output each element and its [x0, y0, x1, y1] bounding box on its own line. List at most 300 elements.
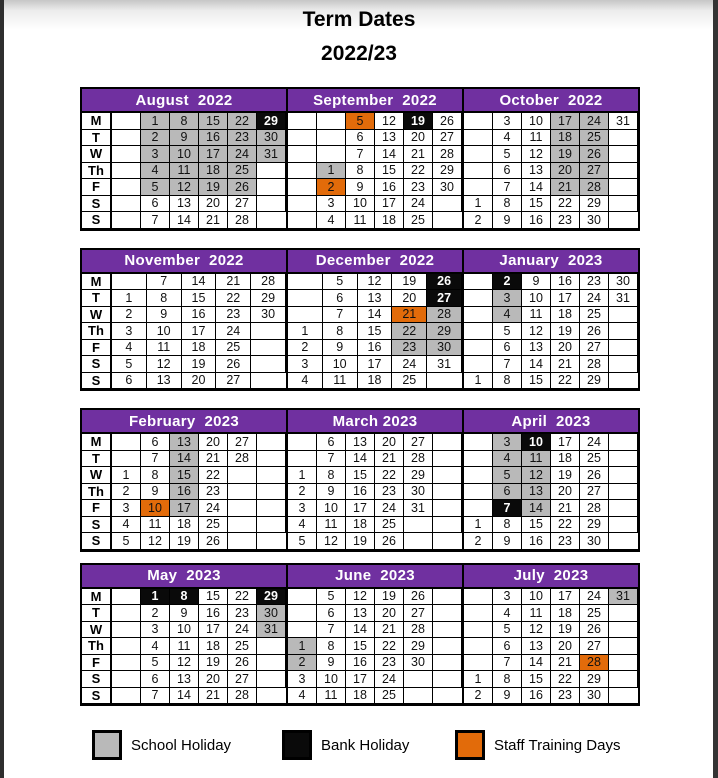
date-cell: 27 [580, 163, 609, 180]
date-cell: 12 [170, 179, 199, 196]
date-cell: 18 [358, 373, 393, 390]
date-cell: 10 [323, 356, 358, 373]
date-cell: 21 [551, 655, 580, 672]
date-cell [251, 356, 286, 373]
date-cell: 23 [551, 688, 580, 705]
date-cell: 22 [551, 373, 580, 390]
month-block [286, 410, 462, 550]
date-cell [112, 196, 141, 213]
date-cell [257, 517, 286, 534]
legend-item-school-holiday [92, 730, 282, 760]
date-cell: 19 [551, 323, 580, 340]
date-cell: 8 [317, 638, 346, 655]
date-cell [609, 179, 638, 196]
day-label: M [82, 113, 112, 130]
date-cell: 13 [522, 340, 551, 357]
date-cell: 25 [216, 340, 251, 357]
date-cell: 27 [580, 340, 609, 357]
month-grid [464, 113, 638, 229]
date-cell: 16 [346, 484, 375, 501]
date-cell [288, 307, 323, 324]
date-cell: 29 [580, 517, 609, 534]
date-cell: 9 [170, 130, 199, 147]
date-cell [257, 655, 286, 672]
date-cell [112, 671, 141, 688]
date-cell: 6 [493, 163, 522, 180]
date-cell: 26 [427, 274, 462, 291]
date-cell: 20 [199, 671, 228, 688]
date-cell: 3 [141, 146, 170, 163]
date-cell: 6 [141, 196, 170, 213]
date-cell: 11 [522, 605, 551, 622]
date-cell: 5 [493, 622, 522, 639]
month-header: July 2023 [464, 565, 638, 589]
month-grid [82, 434, 286, 550]
date-cell: 17 [551, 434, 580, 451]
date-cell: 4 [288, 688, 317, 705]
date-cell: 16 [358, 340, 393, 357]
date-cell: 7 [493, 356, 522, 373]
day-label: M [82, 589, 112, 606]
date-cell: 27 [404, 434, 433, 451]
date-cell: 12 [375, 113, 404, 130]
date-cell: 19 [199, 655, 228, 672]
date-cell [464, 323, 493, 340]
date-cell: 29 [257, 113, 286, 130]
date-cell: 1 [464, 373, 493, 390]
date-cell [433, 688, 462, 705]
date-cell: 31 [609, 113, 638, 130]
date-cell: 31 [609, 589, 638, 606]
date-cell: 15 [522, 517, 551, 534]
date-cell: 24 [199, 500, 228, 517]
month-header: October 2022 [464, 89, 638, 113]
date-cell: 28 [228, 688, 257, 705]
date-cell [464, 622, 493, 639]
date-cell: 8 [147, 290, 182, 307]
date-cell: 26 [580, 467, 609, 484]
date-cell: 28 [228, 212, 257, 229]
date-cell [257, 688, 286, 705]
date-cell: 26 [216, 356, 251, 373]
date-cell: 25 [580, 451, 609, 468]
date-cell: 17 [551, 589, 580, 606]
date-cell [257, 434, 286, 451]
date-cell [433, 517, 462, 534]
date-cell: 17 [199, 622, 228, 639]
date-cell [609, 434, 638, 451]
date-cell: 17 [170, 500, 199, 517]
date-cell: 27 [404, 605, 433, 622]
date-cell: 22 [551, 196, 580, 213]
month-block [82, 250, 286, 390]
month-grid [288, 113, 462, 229]
day-label: W [82, 146, 112, 163]
date-cell: 19 [170, 533, 199, 550]
date-cell: 5 [112, 533, 141, 550]
date-cell: 18 [346, 517, 375, 534]
date-cell [257, 212, 286, 229]
date-cell: 15 [199, 589, 228, 606]
date-cell [464, 589, 493, 606]
date-cell: 20 [182, 373, 217, 390]
page-title: Term Dates [302, 8, 416, 31]
date-cell: 12 [522, 146, 551, 163]
date-cell: 7 [141, 451, 170, 468]
month-block [462, 89, 638, 229]
date-cell [464, 605, 493, 622]
date-cell: 15 [358, 323, 393, 340]
date-cell: 7 [147, 274, 182, 291]
date-cell: 27 [228, 671, 257, 688]
date-cell: 8 [141, 467, 170, 484]
date-cell: 9 [493, 533, 522, 550]
date-cell: 11 [522, 307, 551, 324]
date-cell: 28 [427, 307, 462, 324]
date-cell: 7 [141, 212, 170, 229]
date-cell: 14 [375, 146, 404, 163]
bank-holiday-swatch-icon [282, 730, 312, 760]
date-cell: 7 [317, 451, 346, 468]
date-cell [257, 484, 286, 501]
date-cell: 23 [375, 484, 404, 501]
date-cell: 12 [522, 622, 551, 639]
date-cell: 8 [317, 467, 346, 484]
date-cell: 11 [522, 451, 551, 468]
month-block [462, 565, 638, 705]
date-cell [433, 671, 462, 688]
date-cell [288, 196, 317, 213]
date-cell [112, 434, 141, 451]
date-cell [464, 451, 493, 468]
date-cell [288, 434, 317, 451]
date-cell: 14 [170, 212, 199, 229]
date-cell: 29 [580, 196, 609, 213]
date-cell [288, 130, 317, 147]
calendar [80, 87, 640, 706]
date-cell: 2 [288, 484, 317, 501]
date-cell: 21 [551, 500, 580, 517]
date-cell: 3 [288, 500, 317, 517]
date-cell: 29 [580, 373, 609, 390]
date-cell: 8 [493, 196, 522, 213]
month-grid [464, 274, 638, 390]
date-cell: 14 [522, 356, 551, 373]
date-cell: 2 [288, 340, 323, 357]
date-cell: 7 [493, 179, 522, 196]
date-cell: 11 [346, 212, 375, 229]
date-cell [464, 638, 493, 655]
date-cell [112, 589, 141, 606]
date-cell: 7 [493, 655, 522, 672]
date-cell: 26 [199, 533, 228, 550]
date-cell: 5 [323, 274, 358, 291]
date-cell: 11 [170, 163, 199, 180]
date-cell: 23 [392, 340, 427, 357]
date-cell: 5 [493, 146, 522, 163]
date-cell: 18 [551, 605, 580, 622]
date-cell: 11 [147, 340, 182, 357]
date-cell [112, 638, 141, 655]
date-cell: 3 [141, 622, 170, 639]
date-cell [609, 688, 638, 705]
date-cell [433, 589, 462, 606]
date-cell: 14 [358, 307, 393, 324]
date-cell: 11 [317, 517, 346, 534]
date-cell: 14 [170, 688, 199, 705]
date-cell: 4 [493, 605, 522, 622]
day-label: Th [82, 484, 112, 501]
date-cell [112, 130, 141, 147]
date-cell: 28 [404, 622, 433, 639]
month-grid [82, 274, 286, 390]
date-cell: 31 [257, 622, 286, 639]
date-cell [317, 146, 346, 163]
date-cell [257, 179, 286, 196]
date-cell: 30 [427, 340, 462, 357]
day-label: F [82, 655, 112, 672]
date-cell: 1 [141, 589, 170, 606]
date-cell: 11 [522, 130, 551, 147]
date-cell: 10 [522, 113, 551, 130]
date-cell [609, 451, 638, 468]
date-cell [288, 179, 317, 196]
date-cell [609, 196, 638, 213]
date-cell: 19 [551, 146, 580, 163]
date-cell: 3 [288, 356, 323, 373]
date-cell: 21 [551, 179, 580, 196]
date-cell: 7 [323, 307, 358, 324]
date-cell: 23 [404, 179, 433, 196]
date-cell: 18 [375, 212, 404, 229]
date-cell: 26 [404, 589, 433, 606]
date-cell: 20 [392, 290, 427, 307]
date-cell: 30 [580, 688, 609, 705]
date-cell [112, 212, 141, 229]
date-cell [112, 274, 147, 291]
date-cell: 23 [216, 307, 251, 324]
page-subtitle: 2022/23 [321, 42, 397, 65]
date-cell: 1 [464, 517, 493, 534]
date-cell: 3 [493, 434, 522, 451]
date-cell [609, 533, 638, 550]
date-cell [609, 655, 638, 672]
date-cell [609, 484, 638, 501]
date-cell: 2 [141, 130, 170, 147]
date-cell: 22 [228, 113, 257, 130]
date-cell: 14 [182, 274, 217, 291]
date-cell: 1 [141, 113, 170, 130]
month-header: June 2023 [288, 565, 462, 589]
date-cell: 24 [216, 323, 251, 340]
date-cell: 13 [170, 196, 199, 213]
date-cell [433, 533, 462, 550]
date-cell: 29 [580, 671, 609, 688]
month-header: March 2023 [288, 410, 462, 434]
date-cell: 26 [433, 113, 462, 130]
date-cell [288, 163, 317, 180]
date-cell: 8 [493, 373, 522, 390]
month-row [80, 563, 640, 707]
date-cell [609, 356, 638, 373]
month-grid [82, 589, 286, 705]
day-label: F [82, 179, 112, 196]
date-cell [433, 212, 462, 229]
date-cell: 28 [580, 356, 609, 373]
legend-label: School Holiday [131, 736, 232, 754]
date-cell [464, 434, 493, 451]
date-cell [317, 130, 346, 147]
date-cell: 18 [551, 451, 580, 468]
date-cell: 20 [551, 484, 580, 501]
date-cell: 13 [346, 605, 375, 622]
date-cell: 15 [170, 467, 199, 484]
date-cell [404, 671, 433, 688]
date-cell: 9 [147, 307, 182, 324]
date-cell: 16 [182, 307, 217, 324]
date-cell: 28 [433, 146, 462, 163]
month-grid [288, 434, 462, 550]
date-cell: 13 [358, 290, 393, 307]
date-cell [609, 605, 638, 622]
date-cell: 2 [112, 484, 141, 501]
date-cell: 14 [522, 655, 551, 672]
date-cell: 21 [375, 622, 404, 639]
date-cell: 20 [375, 605, 404, 622]
month-block [82, 410, 286, 550]
date-cell: 1 [288, 467, 317, 484]
date-cell: 12 [317, 533, 346, 550]
date-cell: 10 [317, 500, 346, 517]
date-cell [464, 655, 493, 672]
date-cell: 5 [141, 655, 170, 672]
date-cell: 13 [170, 434, 199, 451]
date-cell: 20 [551, 340, 580, 357]
date-cell: 6 [493, 638, 522, 655]
date-cell: 9 [493, 212, 522, 229]
date-cell: 6 [346, 130, 375, 147]
date-cell [251, 340, 286, 357]
date-cell: 24 [404, 196, 433, 213]
date-cell [112, 688, 141, 705]
day-label: S [82, 356, 112, 373]
date-cell: 20 [199, 434, 228, 451]
date-cell [609, 146, 638, 163]
date-cell [464, 130, 493, 147]
date-cell: 19 [375, 589, 404, 606]
date-cell: 28 [580, 500, 609, 517]
date-cell: 12 [147, 356, 182, 373]
date-cell: 6 [317, 434, 346, 451]
date-cell: 18 [199, 163, 228, 180]
date-cell: 23 [551, 533, 580, 550]
date-cell [464, 274, 493, 291]
date-cell: 10 [522, 290, 551, 307]
date-cell: 1 [288, 323, 323, 340]
date-cell [433, 622, 462, 639]
date-cell: 13 [346, 434, 375, 451]
date-cell: 22 [404, 163, 433, 180]
day-label: S [82, 517, 112, 534]
date-cell: 9 [170, 605, 199, 622]
date-cell: 10 [317, 671, 346, 688]
date-cell: 28 [404, 451, 433, 468]
date-cell: 12 [522, 323, 551, 340]
date-cell: 31 [404, 500, 433, 517]
date-cell: 15 [522, 196, 551, 213]
month-block [286, 250, 462, 390]
date-cell: 15 [199, 113, 228, 130]
date-cell [464, 179, 493, 196]
date-cell: 3 [112, 500, 141, 517]
date-cell [251, 373, 286, 390]
date-cell: 26 [580, 622, 609, 639]
date-cell [404, 533, 433, 550]
date-cell: 28 [580, 655, 609, 672]
date-cell: 27 [228, 196, 257, 213]
date-cell: 20 [404, 130, 433, 147]
day-label: T [82, 605, 112, 622]
date-cell: 12 [522, 467, 551, 484]
date-cell: 19 [551, 467, 580, 484]
date-cell [228, 467, 257, 484]
date-cell: 28 [251, 274, 286, 291]
date-cell [288, 146, 317, 163]
date-cell: 29 [257, 589, 286, 606]
date-cell: 24 [228, 146, 257, 163]
day-label: M [82, 434, 112, 451]
date-cell: 17 [346, 500, 375, 517]
day-label: W [82, 307, 112, 324]
date-cell: 24 [580, 434, 609, 451]
date-cell: 2 [464, 533, 493, 550]
day-label: T [82, 290, 112, 307]
date-cell: 24 [580, 589, 609, 606]
date-cell: 16 [522, 533, 551, 550]
date-cell [609, 500, 638, 517]
date-cell: 4 [112, 517, 141, 534]
date-cell: 26 [580, 323, 609, 340]
date-cell [464, 340, 493, 357]
date-cell: 22 [228, 589, 257, 606]
date-cell: 15 [346, 467, 375, 484]
date-cell [112, 622, 141, 639]
date-cell [112, 146, 141, 163]
date-cell: 28 [580, 179, 609, 196]
month-grid [288, 274, 462, 390]
date-cell: 9 [522, 274, 551, 291]
date-cell: 14 [170, 451, 199, 468]
date-cell [464, 467, 493, 484]
date-cell [609, 130, 638, 147]
legend-label: Staff Training Days [494, 736, 621, 754]
legend [92, 730, 718, 760]
day-label: T [82, 451, 112, 468]
date-cell: 13 [170, 671, 199, 688]
date-cell: 19 [199, 179, 228, 196]
date-cell [257, 671, 286, 688]
date-cell: 22 [392, 323, 427, 340]
date-cell: 4 [493, 451, 522, 468]
date-cell: 29 [404, 638, 433, 655]
date-cell [228, 500, 257, 517]
date-cell [288, 212, 317, 229]
date-cell: 30 [609, 274, 638, 291]
date-cell: 27 [433, 130, 462, 147]
date-cell: 3 [493, 113, 522, 130]
date-cell: 6 [317, 605, 346, 622]
date-cell: 17 [375, 196, 404, 213]
